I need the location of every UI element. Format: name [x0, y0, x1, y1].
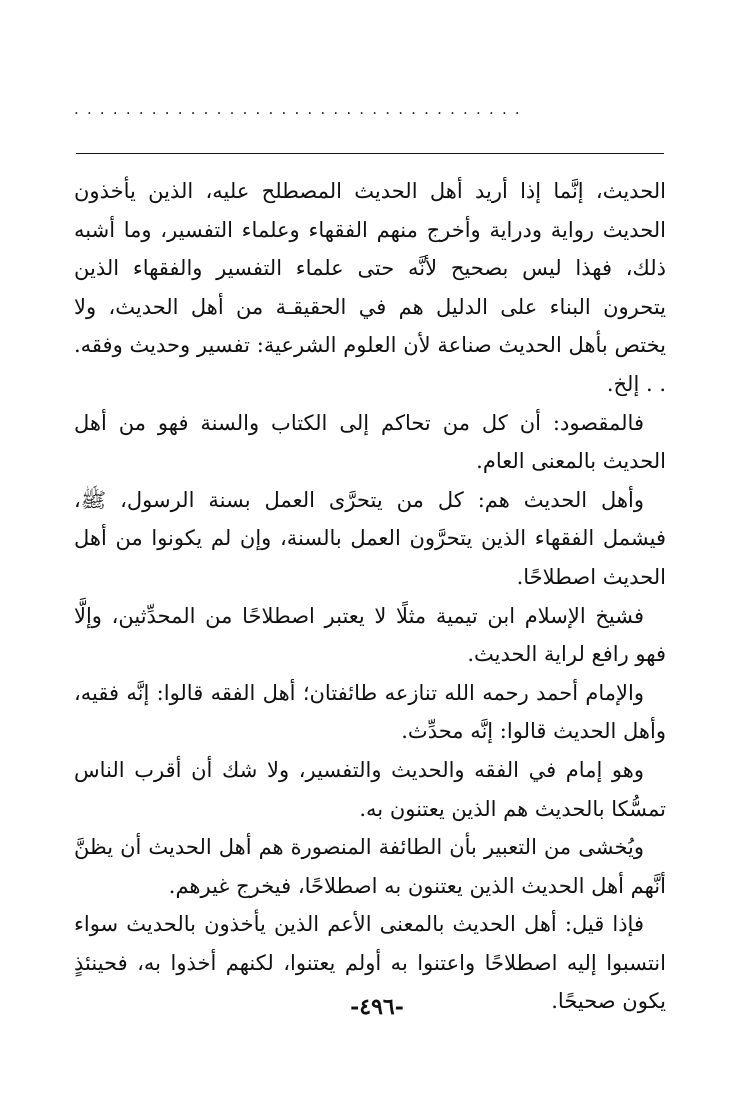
footnote-separator-rule — [76, 153, 664, 154]
paragraph-5: والإمام أحمد رحمه الله تنازعه طائفتان؛ أهل الفقه قالوا: إنَّه فقيه، وأهل الحديث قالوا: إنَّه محدِّث. — [74, 680, 666, 744]
paragraph-7: ويُخشى من التعبير بأن الطائفة المنصورة هم أهل الحديث أن يظنَّ أنَّهم أهل الحديث الذين يعتنون به اصطلاحًا، فيخرج غيرهم. — [74, 835, 666, 898]
paragraph-1: الحديث، إنَّما إذا أريد أهل الحديث المصطلح عليه، الذين يأخذون الحديث رواية ودراية وأخرج منهم الفقهاء وعلماء التفسير، وما أشبه ذلك، فهذا ليس بصحيح لأنَّه حتى علماء التفسير والفقهاء الذين يتحرون البناء على الدليل هم في الحقيقـة من أهل الحديث، ولا يختص بأهل الحديث صناعة لأن العلوم الشرعية: تفسير وحديث وفقه. . . إلخ. — [74, 179, 666, 396]
paragraph-4: فشيخ الإسلام ابن تيمية مثلًا لا يعتبر اصطلاحًا من المحدِّثين، وإلَّا فهو رافع لراية الحديث. — [74, 603, 666, 667]
page-number: -٤٩٦- — [350, 994, 404, 1020]
paragraph-2: فالمقصود: أن كل من تحاكم إلى الكتاب والسنة فهو من أهل الحديث بالمعنى العام. — [74, 410, 666, 474]
paragraph-8: فإذا قيل: أهل الحديث بالمعنى الأعم الذين يأخذون بالحديث سواء انتسبوا إليه اصطلاحًا واعتنوا به أولم يعتنوا، لكنهم أخذوا به، فحينئذٍ يكون صحيحًا. — [74, 912, 666, 1014]
page-body-text — [74, 172, 666, 1021]
paragraph-6: وهو إمام في الفقه والحديث والتفسير، ولا شك أن أقرب الناس تمسُّكا بالحديث هم الذين يعتنون به. — [74, 757, 666, 821]
paragraph-3: وأهل الحديث هم: كل من يتحرَّى العمل بسنة الرسول، ﷺ، فيشمل الفقهاء الذين يتحرَّون العمل بالسنة، وإن لم يكونوا من أهل الحديث اصطلاحًا. — [74, 487, 666, 589]
header-dotted-line: ................................... — [74, 100, 528, 118]
